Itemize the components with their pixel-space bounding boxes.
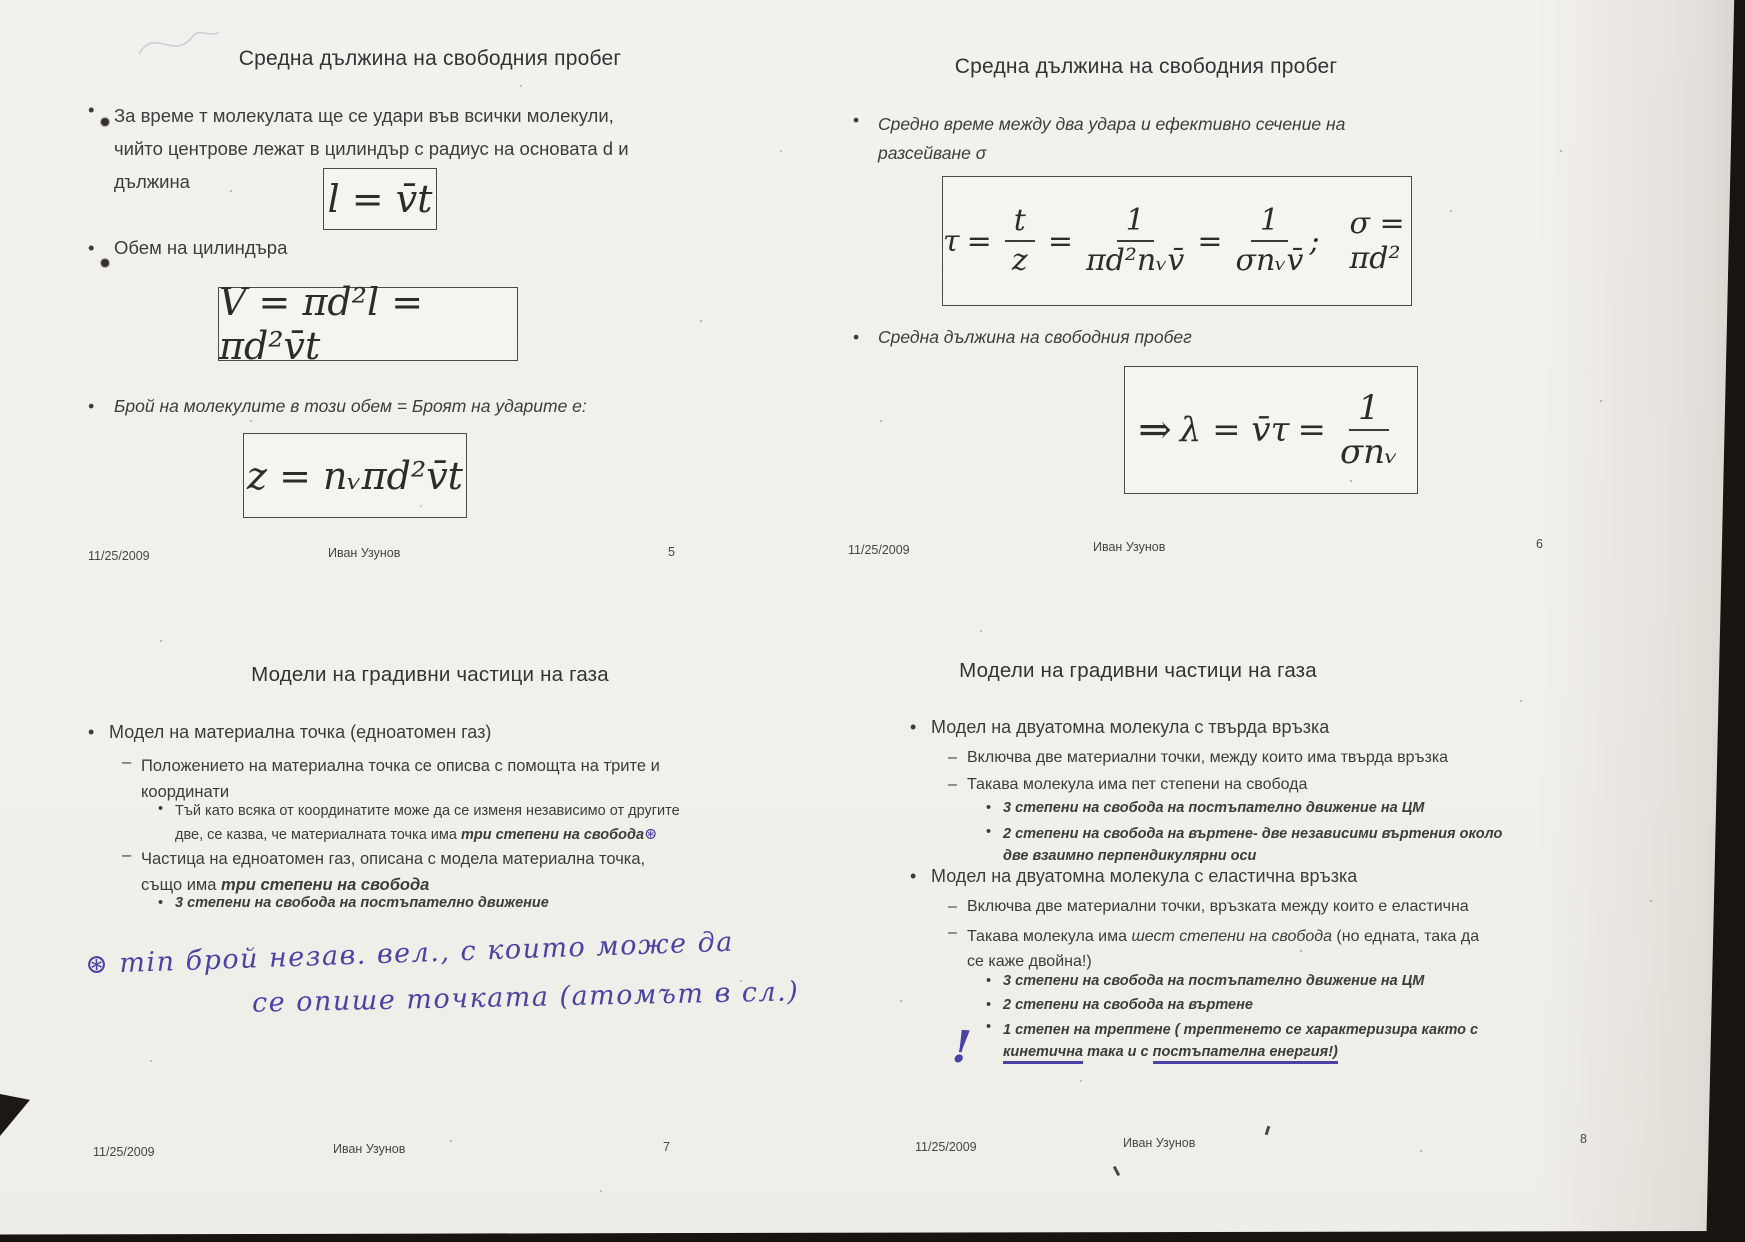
bullet-text: 3 степени на свобода на постъпателно движение на ЦМ — [1003, 973, 1425, 989]
emphasis-text: шест степени на свобода — [1131, 928, 1332, 945]
slide6-bullet2 — [853, 327, 1192, 348]
bullet-text: Средна дължина на свободния пробег — [878, 327, 1192, 347]
slide8-item2-note1 — [986, 973, 1424, 989]
handwritten-asterisk-mark: ⊛ — [644, 823, 658, 843]
slide7-item1 — [88, 722, 491, 743]
slide8-item1-sub2 — [948, 776, 1307, 794]
scanner-edge-bottom — [0, 1229, 1745, 1242]
formula-text: l = v̄t — [327, 177, 433, 221]
bullet-text: За време т молекулата ще се удари във всички молекули, — [114, 105, 614, 126]
formula-lambda — [1124, 366, 1418, 494]
dash-icon: – — [948, 776, 957, 793]
formula-text: = — [1047, 223, 1073, 259]
bullet-icon: • — [986, 997, 992, 1013]
slide8-item1-sub1 — [948, 749, 1448, 767]
slide5-page-number: 5 — [668, 545, 675, 559]
slide8-footer-author: Иван Узунов — [1123, 1136, 1196, 1150]
slide8-item2-note2 — [986, 997, 1253, 1013]
slide5-footer-author: Иван Узунов — [328, 546, 401, 560]
slide8-footer-date: 11/25/2009 — [915, 1140, 977, 1154]
bullet-text: две взаимно перпендикулярни оси — [1003, 847, 1257, 864]
bullet-text: 3 степени на свобода на постъпателно движение на ЦМ — [1003, 800, 1425, 816]
bullet-icon: • — [88, 722, 95, 742]
bullet-icon: • — [158, 895, 164, 911]
bullet-icon: • — [986, 973, 992, 989]
bullet-icon: • — [853, 110, 860, 130]
handwritten-exclamation-mark: ! — [950, 1021, 973, 1074]
bullet-text: също има три степени на свобода — [141, 876, 430, 894]
slide8-item1-note1 — [986, 800, 1424, 816]
slide8-item1-note2 — [986, 824, 1502, 867]
handwritten-note-line2: се опише точката (атомът в сл.) — [251, 976, 800, 1019]
emphasis-text: три степени на свобода — [460, 826, 645, 843]
bullet-text: 1 степен на трептене ( трептенето се характеризира както с — [1003, 1022, 1479, 1038]
dash-icon: – — [122, 753, 132, 771]
formula-text: V = πd²l = πd²v̄t — [219, 280, 424, 368]
slide5-bullet3 — [88, 396, 587, 417]
bullet-text: Такава молекула има пет степени на свобода — [967, 776, 1308, 793]
slide8-item2-sub1 — [948, 898, 1469, 916]
bullet-text: Обем на цилиндъра — [114, 237, 288, 258]
formula-text: = — [1297, 410, 1326, 450]
bullet-icon: • — [986, 824, 992, 840]
bullet-text: две, се казва, че материалната точка има три степени на свобода⊛ — [175, 823, 658, 843]
bullet-icon: • — [853, 327, 860, 347]
hand-underlined-text: постъпателна енергия!) — [1153, 1044, 1338, 1064]
dash-icon: – — [948, 898, 957, 915]
bullet-text: разсейване σ — [878, 143, 987, 163]
scan-noise-speckles — [0, 0, 2, 2]
formula-mean-path-length — [323, 168, 437, 230]
formula-text: z = nᵥπd²v̄t — [247, 453, 463, 498]
slide7-footer-date: 11/25/2009 — [93, 1145, 155, 1159]
bullet-text: координати — [141, 783, 230, 801]
bullet-text: Тъй като всяка от координатите може да се изменя независимо от другите — [175, 803, 680, 819]
scan-mark — [1265, 1126, 1271, 1135]
slide7-footer-author: Иван Узунов — [333, 1142, 406, 1156]
bullet-text: кинетична така и с постъпателна енергия!) — [1003, 1041, 1478, 1063]
bullet-icon: • — [910, 717, 917, 737]
slide7-item1-sub1-note — [158, 801, 680, 846]
formula-text: τ — [943, 223, 960, 259]
fraction: $\frac{1}{\text{σnᵥv̄}}$ — [1235, 202, 1304, 278]
handwritten-note-line1: ⊛ min брой незав. вел., с които може да — [84, 926, 735, 981]
bullet-icon: • — [986, 800, 992, 816]
fraction: $\frac{1}{\text{σnᵥ}}$ — [1339, 387, 1398, 472]
formula-text: σ = πd² — [1349, 206, 1405, 276]
dash-icon: – — [948, 924, 957, 941]
bullet-text: дължина — [114, 171, 190, 192]
bullet-icon: • — [910, 866, 917, 886]
slide7-page-number: 7 — [663, 1140, 670, 1154]
bullet-icon: • — [88, 99, 95, 120]
formula-text: ; — [1309, 223, 1320, 259]
formula-text: λ = v̄τ — [1179, 410, 1290, 450]
slide8-item1 — [910, 717, 1329, 738]
bullet-text: Модел на двуатомна молекула с еластична връзка — [931, 866, 1358, 886]
slide6-footer-author: Иван Узунов — [1093, 540, 1166, 554]
slide8-item2 — [910, 866, 1357, 887]
slide8-item2-note3 — [986, 1019, 1478, 1063]
implies-arrow-icon: ⇒ — [1138, 407, 1172, 453]
slide7-title: Модели на градивни частици на газа — [251, 663, 609, 686]
slide7-item1-sub1 — [122, 753, 660, 805]
formula-cylinder-volume — [218, 280, 518, 368]
pencil-scribble — [135, 22, 225, 67]
bullet-text: 2 степени на свобода на въртене- две независими въртения около — [1003, 826, 1503, 842]
bullet-text: Включва две материални точки, връзката между които е еластична — [967, 898, 1469, 915]
bullet-text: Положението на материална точка се описва с помощта на трите и — [141, 757, 660, 775]
fraction: $\frac{1}{\text{πd²nᵥv̄}}$ — [1085, 202, 1185, 278]
bullet-text: Модел на двуатомна молекула с твърда връзка — [931, 717, 1330, 737]
slide6-title: Средна дължина на свободния пробег — [954, 55, 1338, 78]
bullet-icon: • — [88, 237, 95, 258]
slide5-title: Средна дължина на свободния пробег — [238, 47, 622, 70]
fraction: $\frac{t}{z}$ — [1005, 206, 1035, 276]
scanner-edge-corner — [0, 1094, 30, 1136]
slide7-item1-sub2-note — [158, 895, 549, 911]
slide6-page-number: 6 — [1536, 537, 1543, 551]
scanner-edge-right — [1700, 0, 1745, 1242]
slide6-footer-date: 11/25/2009 — [848, 543, 910, 557]
bullet-text: се каже двойна!) — [967, 953, 1092, 970]
slide8-title: Модели на градивни частици на газа — [959, 659, 1317, 682]
scan-mark — [1113, 1166, 1120, 1176]
slide8-page-number: 8 — [1580, 1132, 1587, 1146]
bullet-text: Модел на материална точка (едноатомен газ) — [109, 722, 492, 742]
bullet-text: Средно време между два удара и ефективно сечение на — [878, 114, 1346, 134]
slide5-footer-date: 11/25/2009 — [88, 549, 150, 563]
slide5-bullet2 — [88, 237, 287, 259]
formula-text: = — [1197, 223, 1223, 259]
formula-collision-count — [243, 433, 467, 518]
hand-underlined-text: кинетична — [1003, 1044, 1083, 1064]
slide8-item2-sub2 — [948, 924, 1479, 974]
formula-text: = — [966, 223, 992, 259]
bullet-text: Частица на едноатомен газ, описана с модела материална точка, — [141, 850, 646, 868]
bullet-text: Такава молекула има шест степени на свобода (но едната, така да — [967, 928, 1480, 945]
dash-icon: – — [948, 749, 957, 766]
scan-ink-dot — [101, 259, 109, 267]
dash-icon: – — [122, 846, 132, 864]
emphasis-text: три степени на свобода — [221, 876, 430, 894]
scan-ink-dot — [101, 118, 109, 126]
slide7-item1-sub2 — [122, 846, 645, 898]
bullet-text: Брой на молекулите в този обем = Броят на ударите е: — [114, 396, 587, 416]
bullet-icon: • — [88, 396, 95, 416]
formula-mean-time-cross-section — [942, 176, 1412, 306]
bullet-icon: • — [986, 1019, 992, 1035]
bullet-icon: • — [158, 801, 164, 817]
bullet-text: 3 степени на свобода на постъпателно движение — [175, 895, 549, 911]
slide6-bullet1 — [853, 110, 1345, 168]
bullet-text: чийто центрове лежат в цилиндър с радиус на основата d и — [114, 138, 629, 159]
bullet-text: Включва две материални точки, между които има твърда връзка — [967, 749, 1449, 766]
bullet-text: 2 степени на свобода на въртене — [1003, 997, 1253, 1013]
